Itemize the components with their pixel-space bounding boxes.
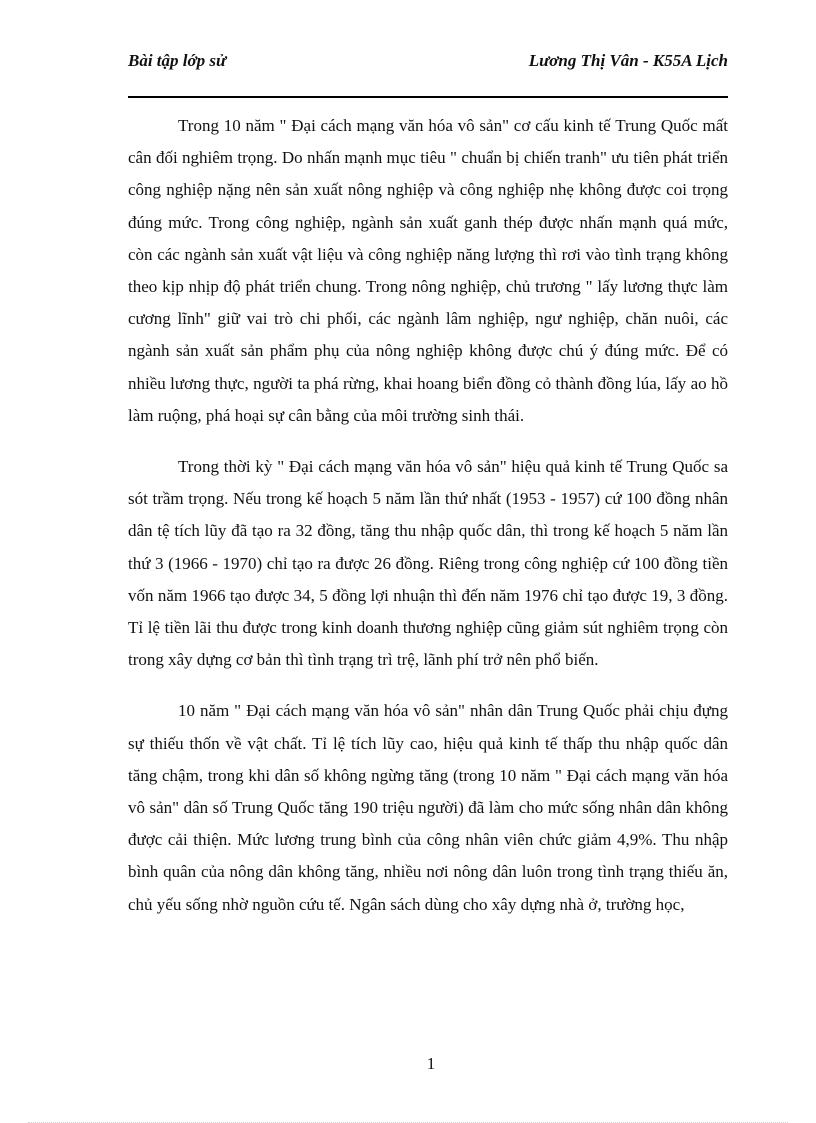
- page-number: 1: [426, 1054, 436, 1073]
- header-author: Lương Thị Vân - K55A Lịch: [528, 51, 728, 70]
- page-header: [128, 50, 728, 98]
- document-body: [128, 110, 728, 940]
- paragraph-3: 10 năm " Đại cách mạng văn hóa vô sản" nhân dân Trung Quốc phải chịu đựng sự thiếu thốn về vật chất. Tỉ lệ tích lũy cao, hiệu quả kinh tế thấp thu nhập quốc dân tăng chậm, trong khi dân số không ngừng tăng (trong 10 năm " Đại cách mạng văn hóa vô sản" dân số Trung Quốc tăng 190 triệu người) đã làm cho mức sống nhân dân không được cải thiện. Mức lương trung bình của công nhân viên chức giảm 4,9%. Thu nhập bình quân của nông dân không tăng, nhiều nơi nông dân luôn trong tình trạng thiếu ăn, chủ yếu sống nhờ nguồn cứu tế. Ngân sách dùng cho xây dựng nhà ở, trường học,: [128, 701, 728, 914]
- header-course-title: Bài tập lớp sử: [128, 51, 227, 70]
- paragraph-1: Trong 10 năm " Đại cách mạng văn hóa vô sản" cơ cấu kinh tế Trung Quốc mất cân đối nghiêm trọng. Do nhấn mạnh mục tiêu " chuẩn bị chiến tranh" ưu tiên phát triển công nghiệp nặng nên sản xuất nông nghiệp và công nghiệp nhẹ không được coi trọng đúng mức. Trong công nghiệp, ngành sản xuất ganh thép được nhấn mạnh quá mức, còn các ngành sản xuất vật liệu và công nghiệp năng lượng thì rơi vào tình trạng không theo kịp nhịp độ phát triển chung. Trong nông nghiệp, chủ trương " lấy lương thực làm cương lĩnh" giữ vai trò chi phối, các ngành lâm nghiệp, ngư nghiệp, chăn nuôi, các ngành sản xuất sản phẩm phụ của nông nghiệp không được chú ý đúng mức. Để có nhiều lương thực, người ta phá rừng, khai hoang biển đồng cỏ thành đồng lúa, lấy ao hồ làm ruộng, phá hoại sự cân bằng của môi trường sinh thái.: [128, 116, 728, 425]
- paragraph-2: Trong thời kỳ " Đại cách mạng văn hóa vô sản" hiệu quả kinh tế Trung Quốc sa sót trầm trọng. Nếu trong kế hoạch 5 năm lần thứ nhất (1953 - 1957) cứ 100 đồng nhân dân tệ tích lũy đã tạo ra 32 đồng, tăng thu nhập quốc dân, thì trong kế hoạch 5 năm lần thứ 3 (1966 - 1970) chỉ tạo ra được 26 đồng. Riêng trong công nghiệp cứ 100 đồng tiền vốn năm 1966 tạo được 34, 5 đồng lợi nhuận thì đến năm 1976 chỉ tạo được 19, 3 đồng. Tỉ lệ tiền lãi thu được trong kinh doanh thương nghiệp cũng giảm sút nghiêm trọng còn trong xây dựng cơ bản thì tình trạng trì trệ, lãnh phí trở nên phổ biến.: [128, 457, 728, 670]
